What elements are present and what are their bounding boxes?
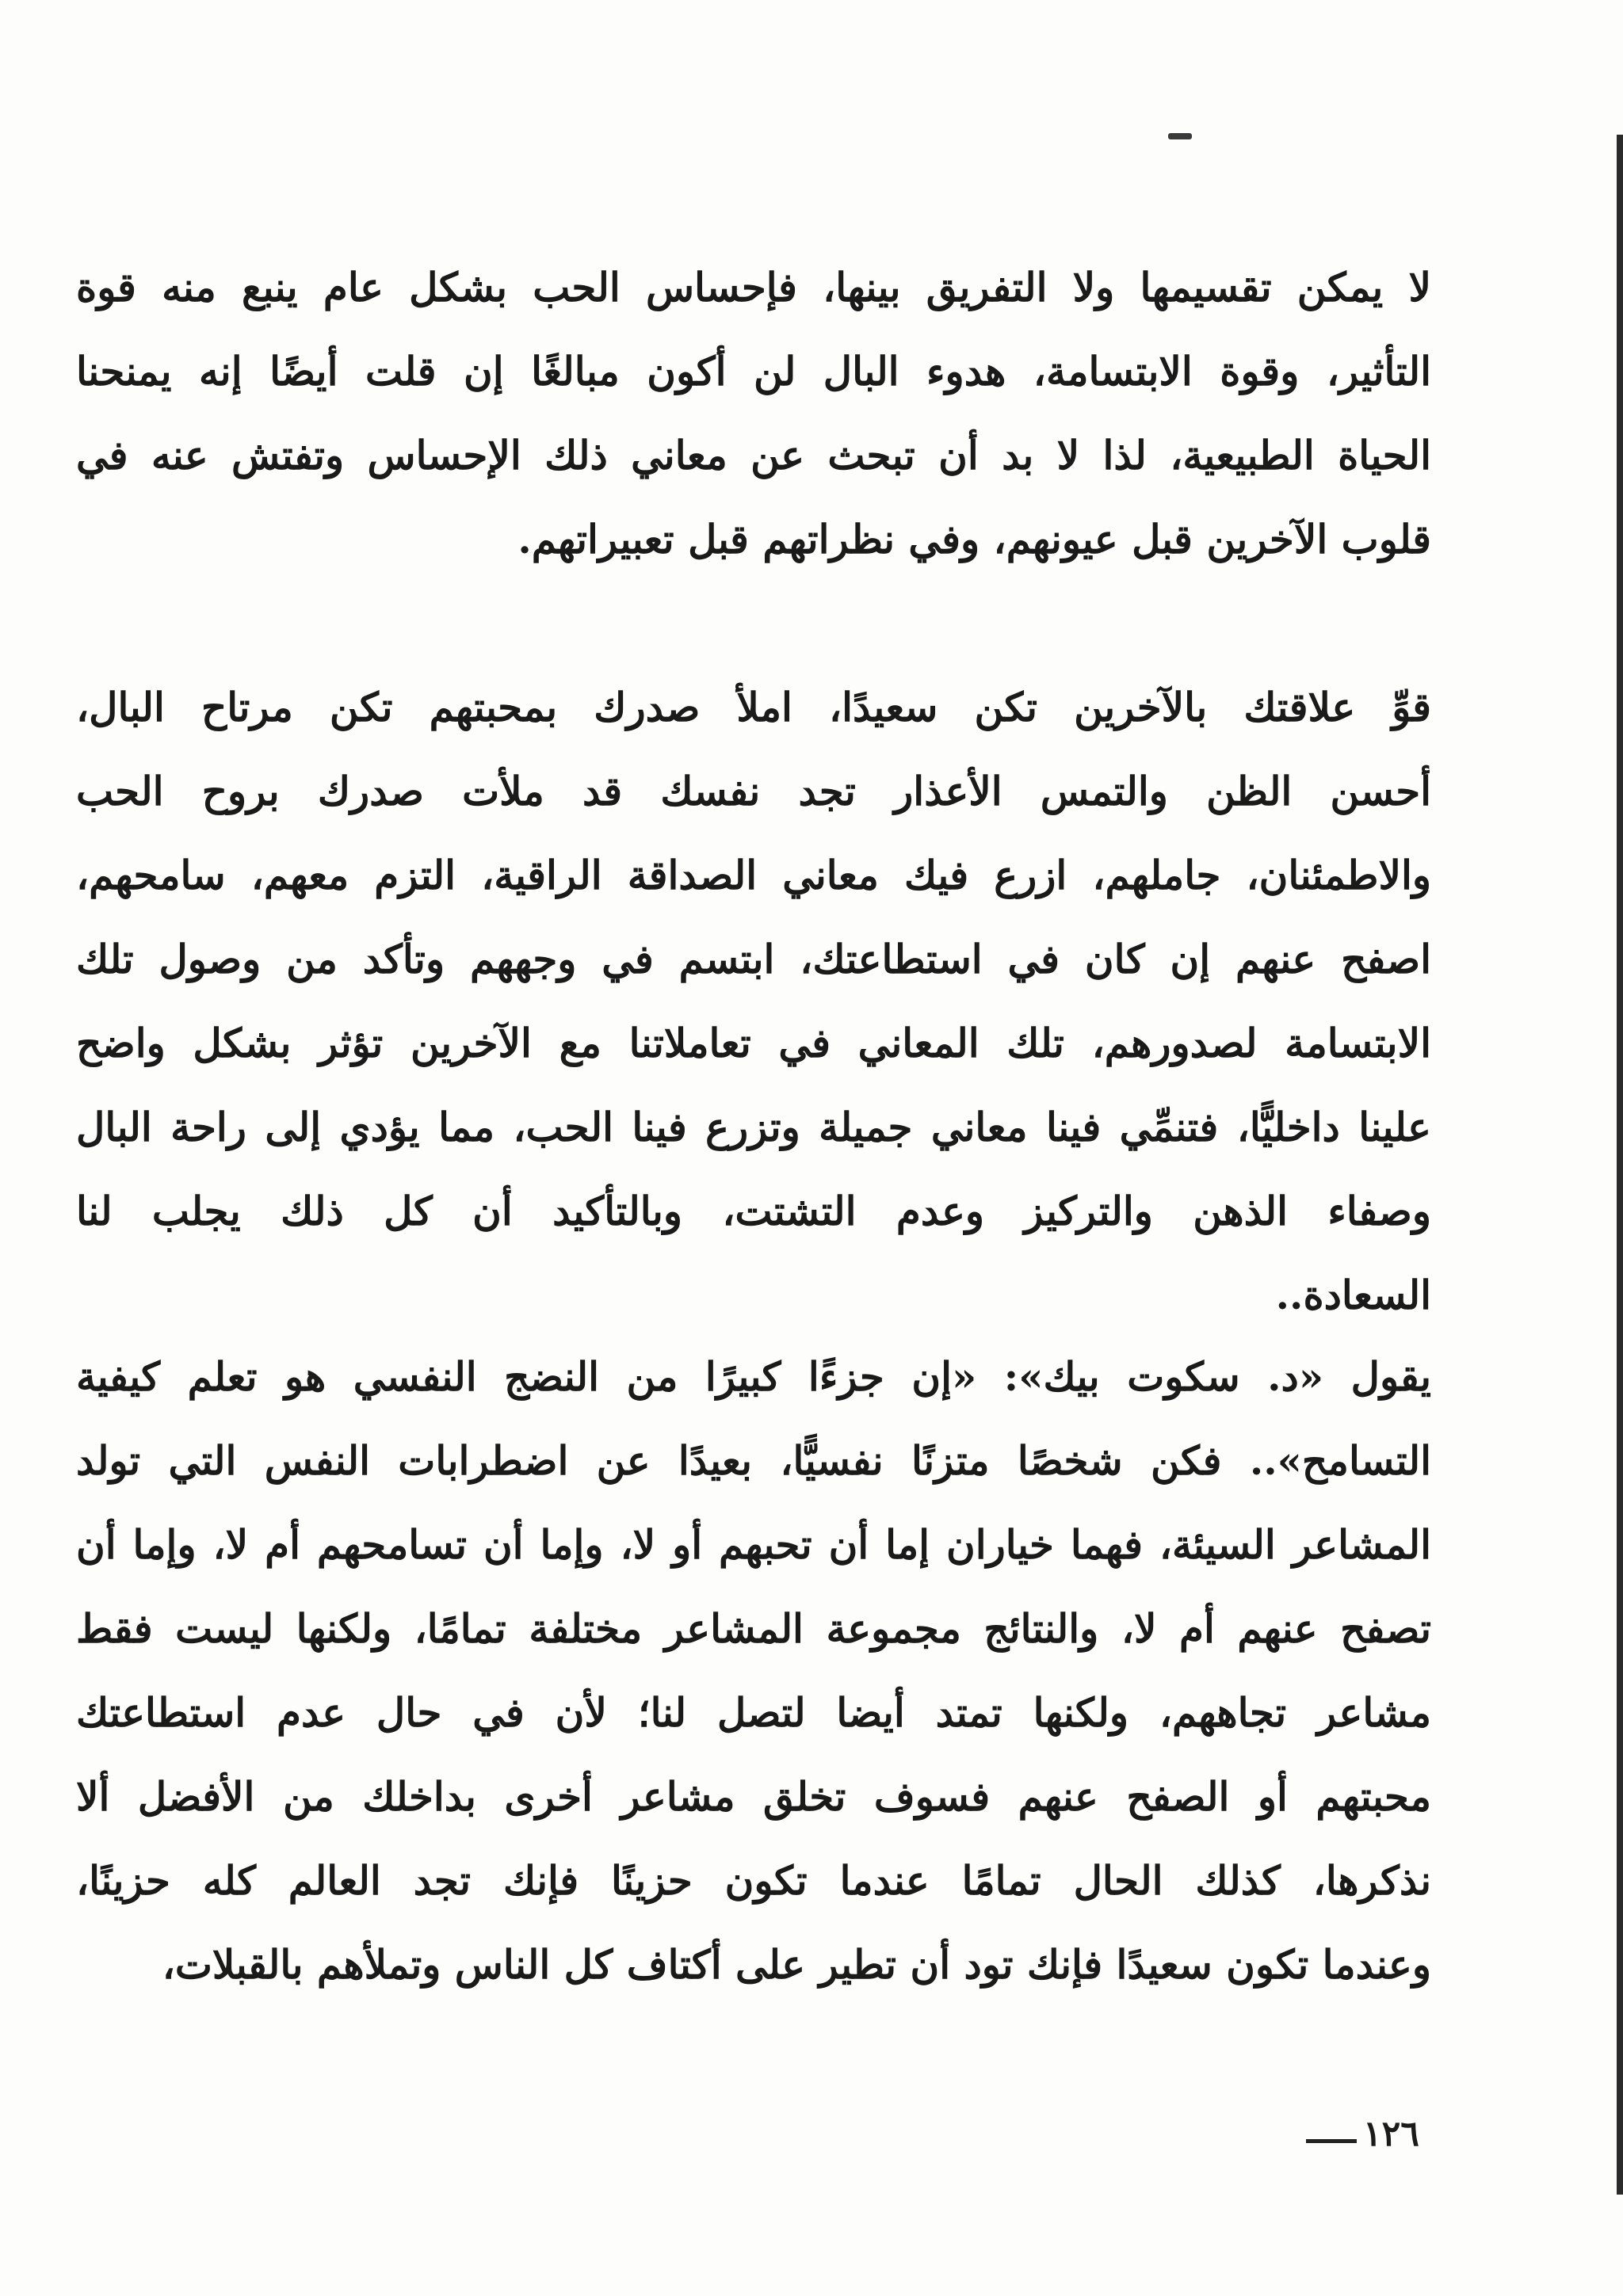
text-line: اصفح عنهم إن كان في استطاعتك، ابتسم في وجههم وتأكد من وصول تلك [76, 936, 1431, 982]
text-line: قلوب الآخرين قبل عيونهم، وفي نظراتهم قبل تعبيراتهم. [517, 516, 1431, 563]
text-line: يقول «د. سكوت بيك»: «إن جزءًا كبيرًا من النضج النفسي هو تعلم كيفية [76, 1353, 1431, 1400]
paragraph-1 [76, 246, 1431, 582]
text-line: التأثير، وقوة الابتسامة، هدوء البال لن أكون مبالغًا إن قلت أيضًا إنه يمنحنا [76, 348, 1431, 395]
paragraph-3 [76, 1335, 1431, 2007]
text-line: أحسن الظن والتمس الأعذار تجد نفسك قد ملأت صدرك بروح الحب [76, 768, 1431, 814]
text-line: محبتهم أو الصفح عنهم فسوف تخلق مشاعر أخرى بداخلك من الأفضل ألا [76, 1773, 1431, 1820]
page-number: ١٢٦ [1363, 2114, 1419, 2154]
text-line: وصفاء الذهن والتركيز وعدم التشتت، وبالتأكيد أن كل ذلك يجلب لنا [76, 1188, 1431, 1234]
paragraph-2 [76, 666, 1431, 1337]
text-line: الحياة الطبيعية، لذا لا بد أن تبحث عن معاني ذلك الإحساس وتفتش عنه في [76, 432, 1431, 479]
text-line: علينا داخليًّا، فتنمِّي فينا معاني جميلة وتزرع فينا الحب، مما يؤدي إلى راحة البال [76, 1104, 1431, 1150]
text-line: التسامح».. فكن شخصًا متزنًا نفسيًّا، بعيدًا عن اضطرابات النفس التي تولد [76, 1437, 1431, 1484]
top-mark [1168, 133, 1192, 139]
text-line: الابتسامة لصدورهم، تلك المعاني في تعاملاتنا مع الآخرين تؤثر بشكل واضح [76, 1020, 1431, 1066]
text-line: قوِّ علاقتك بالآخرين تكن سعيدًا، املأ صدرك بمحبتهم تكن مرتاح البال، [76, 684, 1431, 730]
text-line: وعندما تكون سعيدًا فإنك تود أن تطير على أكتاف كل الناس وتملأهم بالقبلات، [162, 1941, 1431, 1988]
text-line: مشاعر تجاههم، ولكنها تمتد أيضا لتصل لنا؛ لأن في حال عدم استطاعتك [76, 1689, 1431, 1736]
text-line: لا يمكن تقسيمها ولا التفريق بينها، فإحساس الحب بشكل عام ينبع منه قوة [76, 264, 1431, 311]
text-line: نذكرها، كذلك الحال تمامًا عندما تكون حزينًا فإنك تجد العالم كله حزينًا، [76, 1857, 1431, 1904]
text-line: تصفح عنهم أم لا، والنتائج مجموعة المشاعر مختلفة تمامًا، ولكنها ليست فقط [76, 1605, 1431, 1652]
text-line: المشاعر السيئة، فهما خياران إما أن تحبهم أو لا، وإما أن تسامحهم أم لا، وإما أن [76, 1521, 1431, 1568]
page-edge-shadow [1617, 135, 1623, 2195]
text-line: السعادة.. [1275, 1272, 1431, 1318]
page-number-rule [1306, 2139, 1357, 2143]
text-line: والاطمئنان، جاملهم، ازرع فيك معاني الصداقة الراقية، التزم معهم، سامحهم، [76, 852, 1431, 898]
